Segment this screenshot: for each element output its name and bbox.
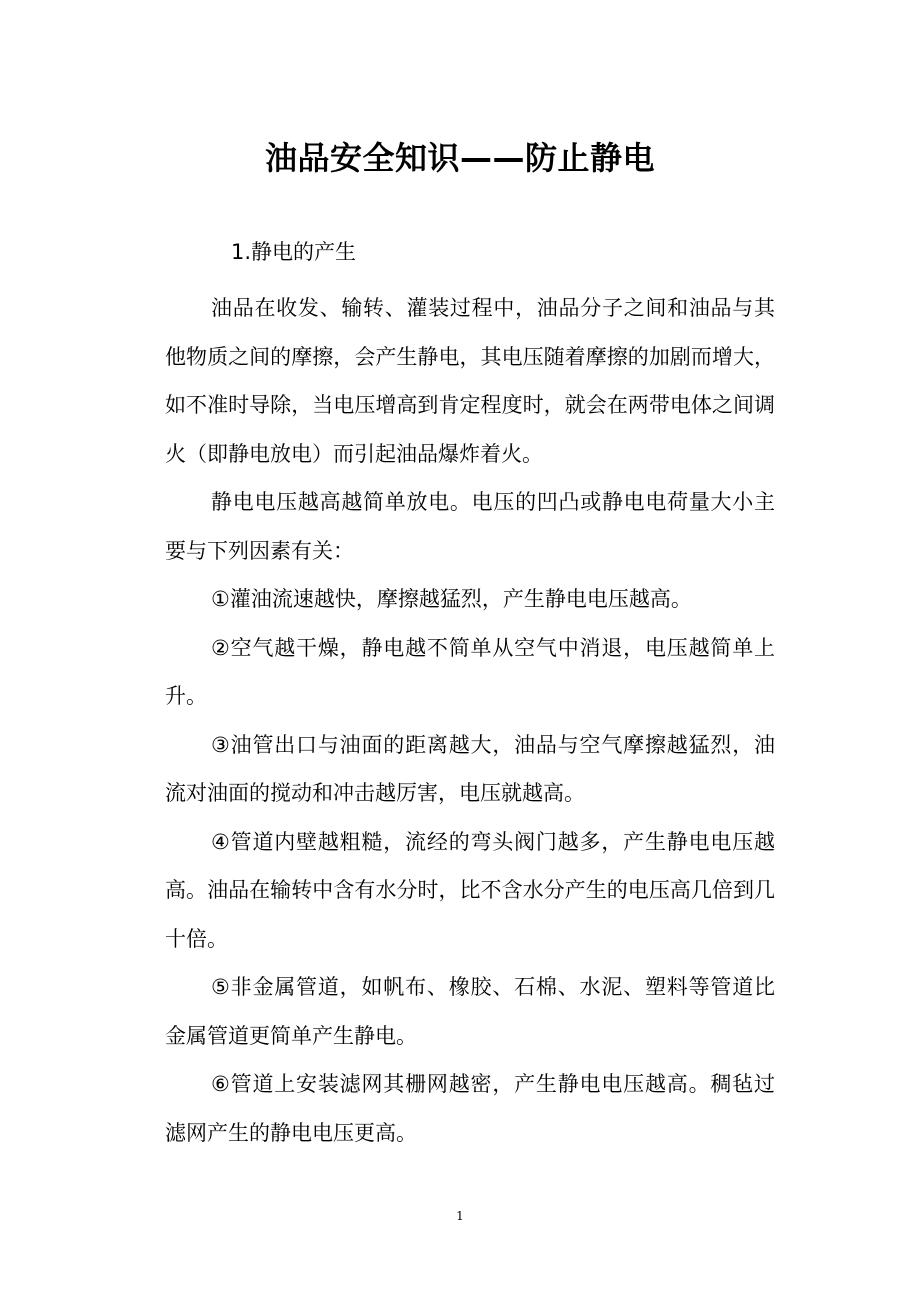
section-heading: 1.静电的产生 — [231, 240, 357, 264]
document-body — [165, 284, 775, 1157]
paragraph-static-generation: 油品在收发、输转、灌装过程中，油品分子之间和油品与其他物质之间的摩擦，会产生静电，其电压随着摩擦的加剧而增大，如不准时导除，当电压增高到肯定程度时，就会在两带电体之间调火（即静电放电）而引起油品爆炸着火。 — [165, 296, 775, 466]
paragraph-factor-5: ⑤非金属管道，如帆布、橡胶、石棉、水泥、塑料等管道比金属管道更简单产生静电。 — [165, 975, 775, 1048]
paragraph-factor-1: ①灌油流速越快，摩擦越猛烈，产生静电电压越高。 — [211, 587, 692, 611]
document-title: 油品安全知识——防止静电 — [264, 139, 655, 177]
paragraph-voltage-factors-intro: 静电电压越高越简单放电。电压的凹凸或静电电荷量大小主要与下列因素有关： — [165, 490, 775, 563]
paragraph-factor-3: ③油管出口与油面的距离越大，油品与空气摩擦越猛烈，油流对油面的搅动和冲击越厉害，电压就越高。 — [165, 732, 775, 805]
paragraph-factor-2: ②空气越干燥，静电越不简单从空气中消退，电压越简单上升。 — [165, 635, 775, 708]
page-number: 1 — [456, 1209, 464, 1223]
paragraph-factor-6: ⑥管道上安装滤网其栅网越密，产生静电电压越高。稠毡过滤网产生的静电电压更高。 — [165, 1072, 775, 1145]
paragraph-factor-4: ④管道内壁越粗糙，流经的弯头阀门越多，产生静电电压越高。油品在输转中含有水分时，比不含水分产生的电压高几倍到几十倍。 — [165, 829, 775, 951]
